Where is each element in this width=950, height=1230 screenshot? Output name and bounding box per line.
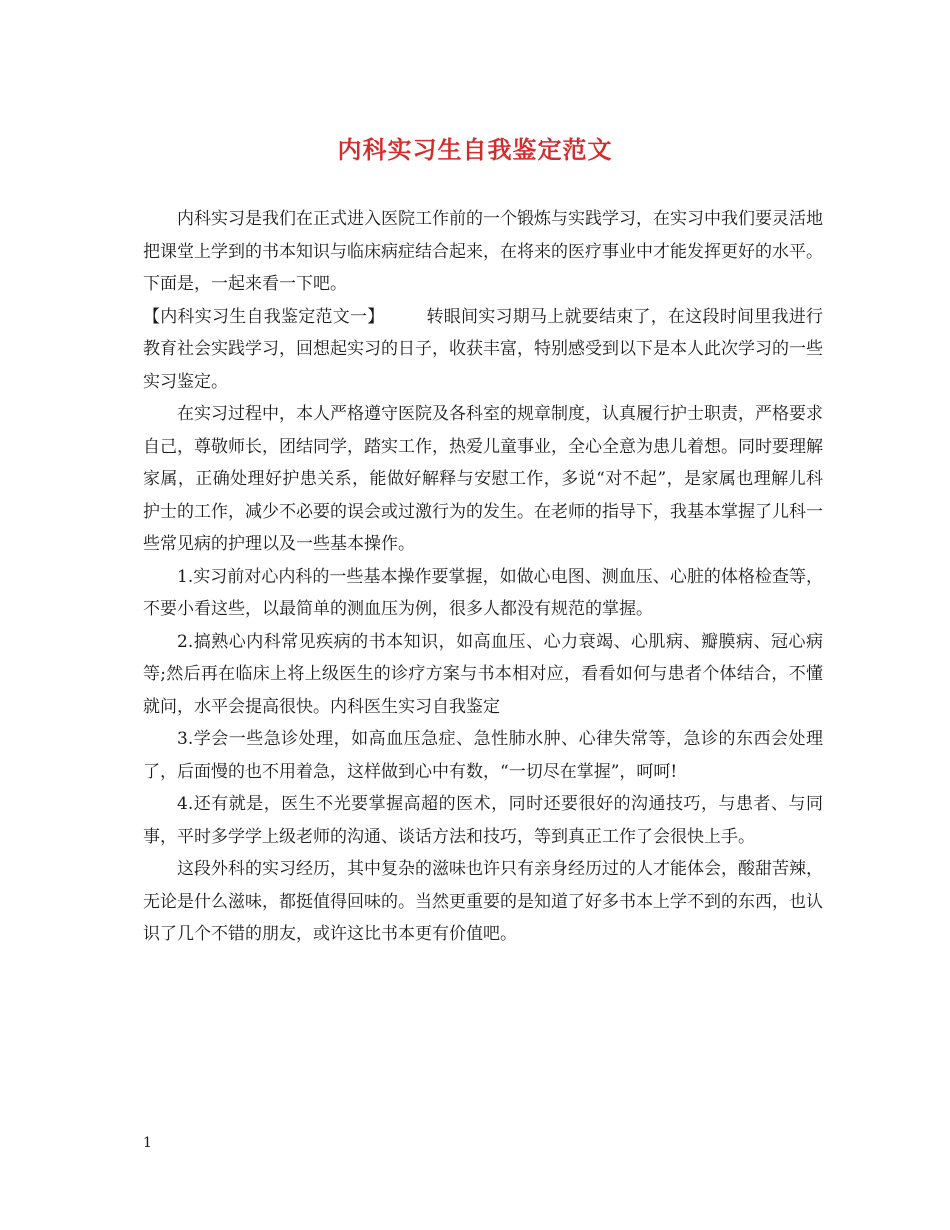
body-paragraph: 2.搞熟心内科常见疾病的书本知识，如高血压、心力衰竭、心肌病、瓣膜病、冠心病等;然后再在临床上将上级医生的诊疗方案与书本相对应，看看如何与患者个体结合，不懂就问，水平会提高很快。内科医生实习自我鉴定	[143, 631, 823, 717]
body-paragraph: 3.学会一些急诊处理，如高血压急症、急性肺水肿、心律失常等，急诊的东西会处理了，后面慢的也不用着急，这样做到心中有数，“一切尽在掌握”，呵呵!	[143, 729, 823, 782]
body-paragraph: 1.实习前对心内科的一些基本操作要掌握，如做心电图、测血压、心脏的体格检查等，不要小看这些，以最简单的测血压为例，很多人都没有规范的掌握。	[143, 566, 823, 619]
page-number: 1	[143, 1135, 152, 1151]
section-label: 【内科实习生自我鉴定范文一】	[143, 306, 385, 327]
intro-paragraph: 内科实习是我们在正式进入医院工作前的一个锻炼与实践学习，在实习中我们要灵活地把课堂上学到的书本知识与临床病症结合起来，在将来的医疗事业中才能发挥更好的水平。下面是，一起来看一下吧。	[143, 209, 823, 294]
section-paragraph	[143, 301, 823, 399]
document-title: 内科实习生自我鉴定范文	[337, 135, 613, 164]
document-body	[143, 203, 823, 951]
body-paragraph: 这段外科的实习经历，其中复杂的滋味也许只有亲身经历过的人才能体会，酸甜苦辣，无论是什么滋味，都挺值得回味的。当然更重要的是知道了好多书本上学不到的东西，也认识了几个不错的朋友，或许这比书本更有价值吧。	[143, 859, 823, 944]
body-paragraph: 在实习过程中，本人严格遵守医院及各科室的规章制度，认真履行护士职责，严格要求自己，尊敬师长，团结同学，踏实工作，热爱儿童事业，全心全意为患儿着想。同时要理解家属，正确处理好护患关系，能做好解释与安慰工作，多说“对不起”，是家属也理解儿科护士的工作，减少不必要的误会或过激行为的发生。在老师的指导下，我基本掌握了儿科一些常见病的护理以及一些基本操作。	[143, 404, 823, 554]
section-text: 转眼间实习期马上就要结束了，在这段时间里我进行教育社会实践学习，回想起实习的日子，收获丰富，特别感受到以下是本人此次学习的一些实习鉴定。	[143, 306, 823, 392]
body-paragraph: 4.还有就是，医生不光要掌握高超的医术，同时还要很好的沟通技巧，与患者、与同事，平时多学学上级老师的沟通、谈话方法和技巧，等到真正工作了会很快上手。	[143, 794, 823, 847]
